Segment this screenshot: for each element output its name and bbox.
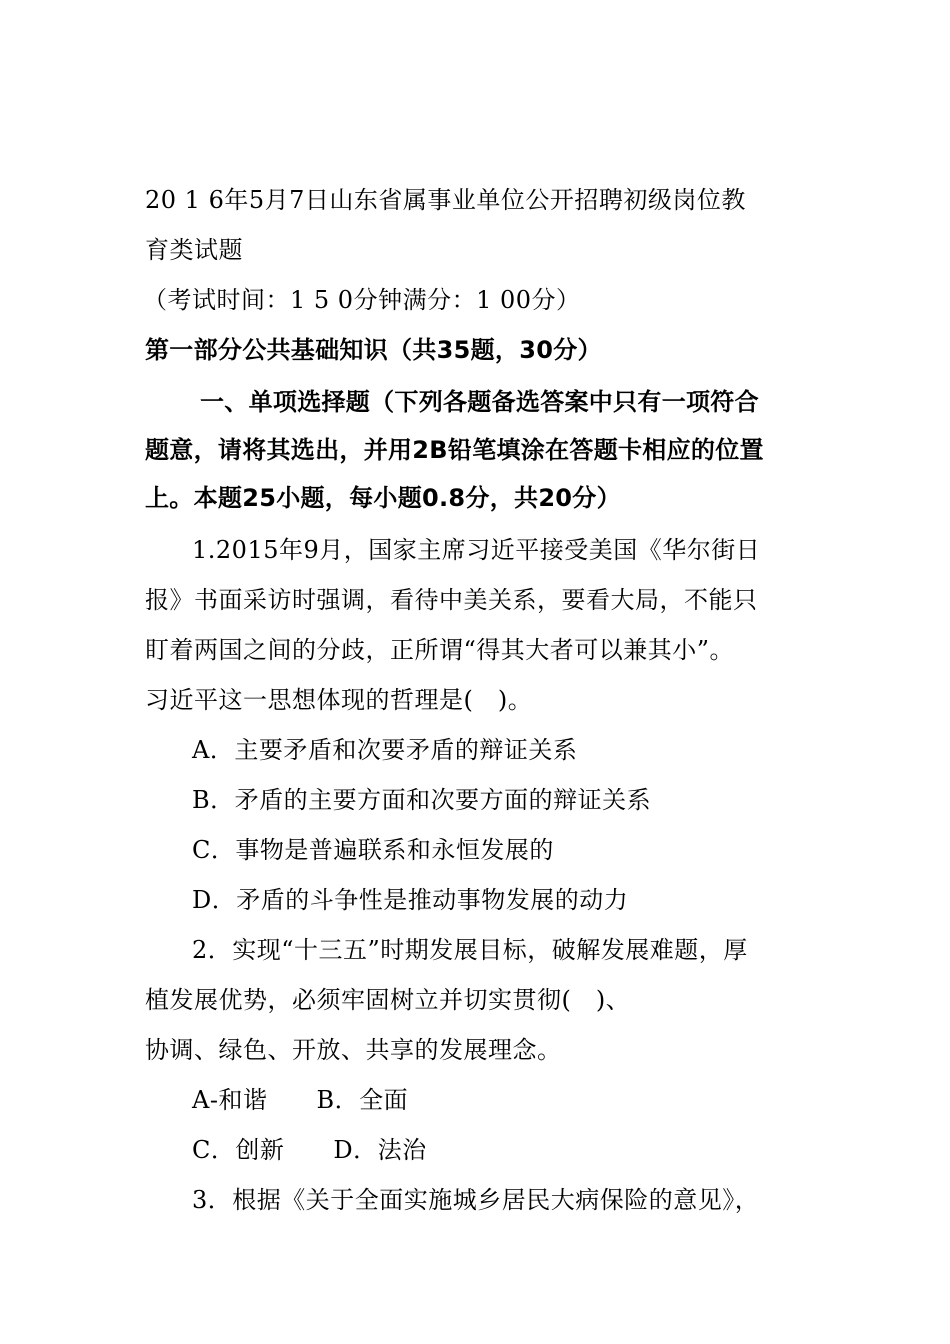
question-1-option-b: B．矛盾的主要方面和次要方面的辩证关系 [192, 786, 652, 814]
document-title-line-2: 育类试题 [145, 236, 243, 264]
question-1-stem-line-1: 1.2015年9月，国家主席习近平接受美国《华尔街日 [192, 536, 761, 564]
section1-instructions-line-2: 题意，请将其选出，并用2B铅笔填涂在答题卡相应的位置 [145, 436, 764, 464]
question-1-stem-line-4: 习近平这一思想体现的哲理是( )。 [145, 686, 533, 714]
question-1-option-d: D．矛盾的斗争性是推动事物发展的动力 [192, 886, 629, 914]
question-2-options-row-2: C．创新 D．法治 [192, 1136, 427, 1164]
question-1-option-a: A．主要矛盾和次要矛盾的辩证关系 [192, 736, 578, 764]
question-2-stem-line-1: 2．实现“十三五”时期发展目标，破解发展难题，厚 [192, 936, 748, 964]
question-2-stem-line-3: 协调、绿色、开放、共享的发展理念。 [145, 1036, 562, 1064]
document-title-line-1: 20 1 6年5月7日山东省属事业单位公开招聘初级岗位教 [145, 186, 746, 214]
question-1-stem-line-3: 盯着两国之间的分歧，正所谓“得其大者可以兼其小”。 [145, 636, 735, 664]
question-3-stem-line-1: 3．根据《关于全面实施城乡居民大病保险的意见》， [192, 1186, 760, 1214]
question-1-stem-line-2: 报》书面采访时强调，看待中美关系，要看大局，不能只 [145, 586, 758, 614]
part1-heading: 第一部分公共基础知识（共35题，30分） [145, 336, 602, 364]
question-2-stem-line-2: 植发展优势，必须牢固树立并切实贯彻( )、 [145, 986, 631, 1014]
question-2-options-row-1: A-和谐 B．全面 [192, 1086, 409, 1114]
section1-instructions-line-1: 一、单项选择题（下列各题备选答案中只有一项符合 [200, 388, 759, 416]
exam-info: （考试时间：1 5 0分钟满分：1 00分） [143, 286, 581, 314]
section1-instructions-line-3: 上。本题25小题，每小题0.8分，共20分） [145, 484, 621, 512]
question-1-option-c: C．事物是普遍联系和永恒发展的 [192, 836, 554, 864]
